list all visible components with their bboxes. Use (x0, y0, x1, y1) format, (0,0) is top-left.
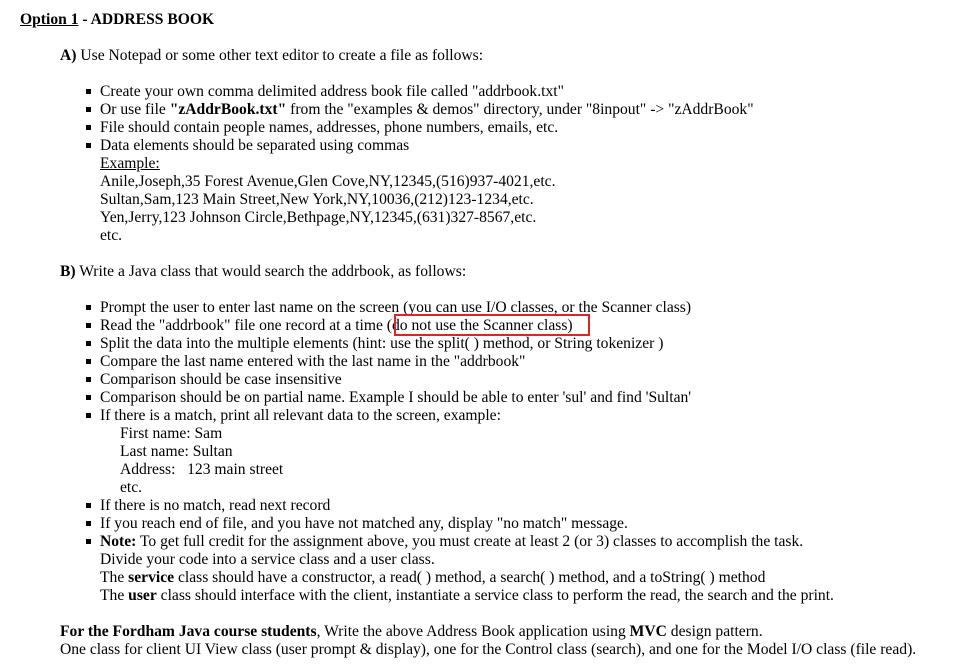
list-item: Read the "addrbook" file one record at a time (do not use the Scanner class) (60, 317, 834, 335)
bullet-icon (86, 539, 91, 544)
example-line: Yen,Jerry,123 Johnson Circle,Bethpage,NY,12345,(631)327-8567,etc. (100, 209, 537, 226)
example-line: Anile,Joseph,35 Forest Avenue,Glen Cove,NY,12345,(516)937-4021,etc. (100, 173, 556, 190)
list-item: Or use file "zAddrBook.txt" from the "examples & demos" directory, under "8inpout" -> "zAddrBook" (60, 101, 754, 119)
bullet-icon (86, 359, 91, 364)
page-title (20, 11, 214, 29)
example-label: Example: (100, 155, 160, 172)
match-example-line: First name: Sam (120, 425, 223, 442)
note-label: Note: (100, 533, 137, 550)
bullet-icon (86, 341, 91, 346)
list-item: Comparison should be case insensitive (60, 371, 834, 389)
bullet-icon (86, 377, 91, 382)
match-example-line: etc. (120, 479, 143, 496)
section-a-list (60, 83, 754, 245)
example-line: Sultan,Sam,123 Main Street,New York,NY,10036,(212)123-1234,etc. (100, 191, 534, 208)
bullet-icon (86, 89, 91, 94)
bullet-icon (86, 125, 91, 130)
bullet-icon (86, 503, 91, 508)
list-item: Data elements should be separated using commas Example: Anile,Joseph,35 Forest Avenue,Glen Cove,NY,12345,(516)937-4021,etc. Sultan,Sam,123 Main Street,New York,NY,10036,(212)123-1234,etc. Yen,Jerry,123 Johnson Circle,Bethpage,NY,12345,(631)327-8567,etc. etc. (60, 137, 754, 245)
section-b-letter: B) (60, 263, 76, 280)
section-b-heading: B) Write a Java class that would search the addrbook, as follows: (60, 263, 467, 280)
list-item: Create your own comma delimited address book file called "addrbook.txt" (60, 83, 754, 101)
bullet-icon (86, 305, 91, 310)
list-item: Compare the last name entered with the last name in the "addrbook" (60, 353, 834, 371)
list-item: Comparison should be on partial name. Example I should be able to enter 'sul' and find 'Sultan' (60, 389, 834, 407)
list-item: If you reach end of file, and you have not matched any, display "no match" message. (60, 515, 834, 533)
option-label: Option 1 (20, 11, 79, 28)
bullet-icon (86, 413, 91, 418)
example-line: etc. (100, 227, 123, 244)
list-item: File should contain people names, addresses, phone numbers, emails, etc. (60, 119, 754, 137)
section-b-list (60, 299, 834, 605)
list-item-note: Note: To get full credit for the assignment above, you must create at least 2 (or 3) classes to accomplish the task. Divide your code into a service class and a user class. The service class should have a constructor, a read( ) method, a search( ) method, and a toString( ) method The user class should interface with the client, instantiate a service class to perform the read, the search and the print. (60, 533, 834, 605)
list-item: If there is a match, print all relevant data to the screen, example: First name: Sam Last name: Sultan Address: 123 main street etc. (60, 407, 834, 497)
list-item: Split the data into the multiple elements (hint: use the split( ) method, or String tokenizer ) (60, 335, 834, 353)
bullet-icon (86, 521, 91, 526)
highlight-box (394, 314, 590, 336)
section-a-heading: A) Use Notepad or some other text editor to create a file as follows: (60, 47, 484, 64)
footer-line-1: For the Fordham Java course students, Write the above Address Book application using MVC design pattern. (60, 623, 763, 640)
bullet-icon (86, 323, 91, 328)
section-a-letter: A) (60, 47, 77, 64)
footer-line-2: One class for client UI View class (user prompt & display), one for the Control class (search), and one for the Model I/O class (file read). (60, 641, 917, 658)
list-item: Prompt the user to enter last name on the screen (you can use I/O classes, or the Scanner class) (60, 299, 834, 317)
match-example-line: Last name: Sultan (120, 443, 233, 460)
bullet-icon (86, 143, 91, 148)
match-example-line: Address: 123 main street (120, 461, 284, 478)
list-item: If there is no match, read next record (60, 497, 834, 515)
bullet-icon (86, 107, 91, 112)
bullet-icon (86, 395, 91, 400)
title-text: - ADDRESS BOOK (78, 11, 215, 28)
